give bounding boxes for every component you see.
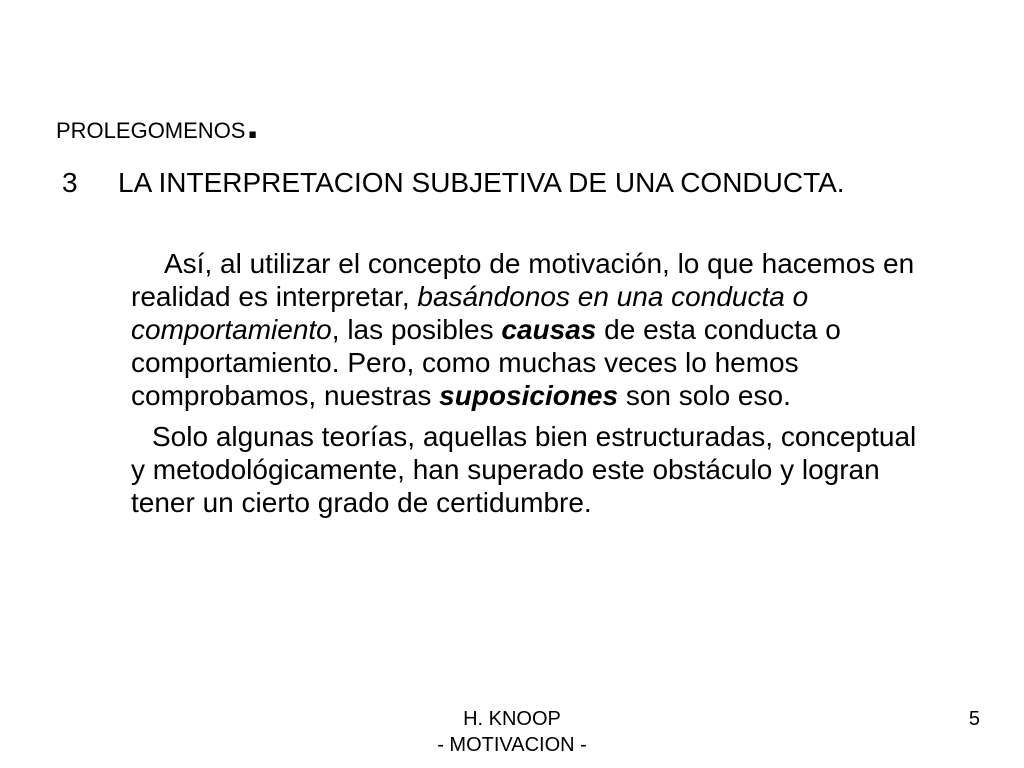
p1-segment-7: son solo eso. xyxy=(618,380,791,411)
p1-emphasis-suposiciones: suposiciones xyxy=(439,380,619,411)
paragraph-theories: Solo algunas teorías, aquellas bien estructuradas, conceptual y metodológicamente, han superado este obstáculo y logran tener un cierto grado de certidumbre. xyxy=(131,421,917,518)
section-heading xyxy=(62,166,845,200)
section-kicker-period: . xyxy=(246,99,259,148)
paragraph-motivation xyxy=(131,247,931,412)
p1-emphasis-causas: causas xyxy=(501,314,597,345)
p1-segment-1: Así, al utilizar el concepto de motivación, lo que hacemos en realidad es interpretar, xyxy=(131,248,915,312)
p1-segment-3: , las posibles xyxy=(331,314,502,345)
footer-course: - MOTIVACION - xyxy=(437,734,587,756)
section-kicker-text: PROLEGOMENOS xyxy=(56,118,246,143)
p1-italic-phrase: basándonos en una conducta o comportamiento xyxy=(131,281,809,345)
footer-author: H. KNOOP xyxy=(463,708,561,730)
page-number: 5 xyxy=(968,708,980,730)
section-title: LA INTERPRETACION SUBJETIVA DE UNA CONDUCTA. xyxy=(118,167,845,198)
section-number: 3 xyxy=(62,167,78,198)
footer xyxy=(412,706,612,758)
body-text xyxy=(131,247,931,519)
p1-segment-5: de esta conducta o comportamiento. Pero, como muchas veces lo hemos comprobamos, nuestras xyxy=(131,314,841,411)
section-kicker xyxy=(56,99,259,149)
